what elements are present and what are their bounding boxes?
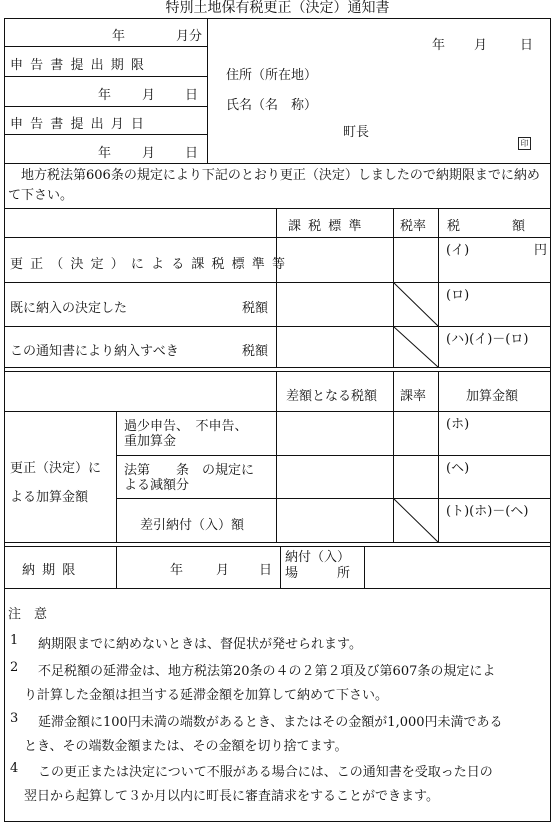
payment-place-label: 納付（入） bbox=[285, 550, 351, 565]
levy-rate-diagonal bbox=[393, 498, 439, 543]
unit-yen: 円 bbox=[534, 243, 548, 258]
frame-left bbox=[4, 18, 5, 822]
mayor-label: 町長 bbox=[343, 125, 370, 140]
row-paid-label: 既に納入の決定した bbox=[10, 301, 128, 316]
row-assessment-label: 更正（決定）による課税標準等 bbox=[10, 257, 293, 272]
col-added-amount: 加算金額 bbox=[466, 389, 519, 404]
row-due-label: この通知書により納入すべき bbox=[10, 344, 179, 359]
note-3: 延滞金額に100円未満の端数があるとき、またはその金額が1,000円未満である bbox=[38, 715, 503, 730]
seal-icon: 印 bbox=[518, 137, 531, 150]
document-title: 特別土地保有税更正（決定）通知書 bbox=[165, 0, 390, 16]
filing-deadline-label: 申告書提出期限 bbox=[10, 58, 152, 73]
mark-ha: (ハ)(イ)－(ロ) bbox=[446, 332, 529, 347]
header-divider bbox=[207, 18, 208, 163]
name-label: 氏名（名 称） bbox=[226, 98, 318, 113]
note-4: この更正または決定について不服がある場合には、この通知書を受取った日の bbox=[38, 765, 493, 780]
notes-heading: 注 意 bbox=[8, 607, 48, 622]
col-tax-base: 課税標準 bbox=[288, 219, 369, 234]
mark-i: (イ) bbox=[446, 243, 470, 258]
penalty-group-label: 更正（決定）に bbox=[10, 461, 102, 476]
col-tax-rate: 税率 bbox=[400, 219, 427, 234]
frame-right bbox=[550, 18, 551, 822]
rate-diagonals bbox=[393, 282, 439, 368]
due-label: 納期限 bbox=[22, 563, 83, 578]
frame-top bbox=[4, 18, 551, 19]
notice-text: 地方税法第606条の規定により下記のとおり更正（決定）しましたので納期限までに納めて下さい。 bbox=[8, 168, 540, 203]
note-2: 不足税額の延滞金は、地方税法第20条の４の２第２項及び第607条の規定によ bbox=[38, 664, 496, 679]
note-1: 納期限までに納めないときは、督促状が発せられます。 bbox=[38, 637, 362, 652]
col-tax-amount: 税 額 bbox=[447, 219, 526, 234]
filing-date-label: 申告書提出月日 bbox=[10, 117, 152, 132]
col-levy-rate: 課率 bbox=[400, 389, 427, 404]
col-diff-tax: 差額となる税額 bbox=[286, 389, 378, 404]
mark-ro: (ロ) bbox=[446, 288, 470, 303]
address-label: 住所（所在地） bbox=[226, 68, 318, 83]
